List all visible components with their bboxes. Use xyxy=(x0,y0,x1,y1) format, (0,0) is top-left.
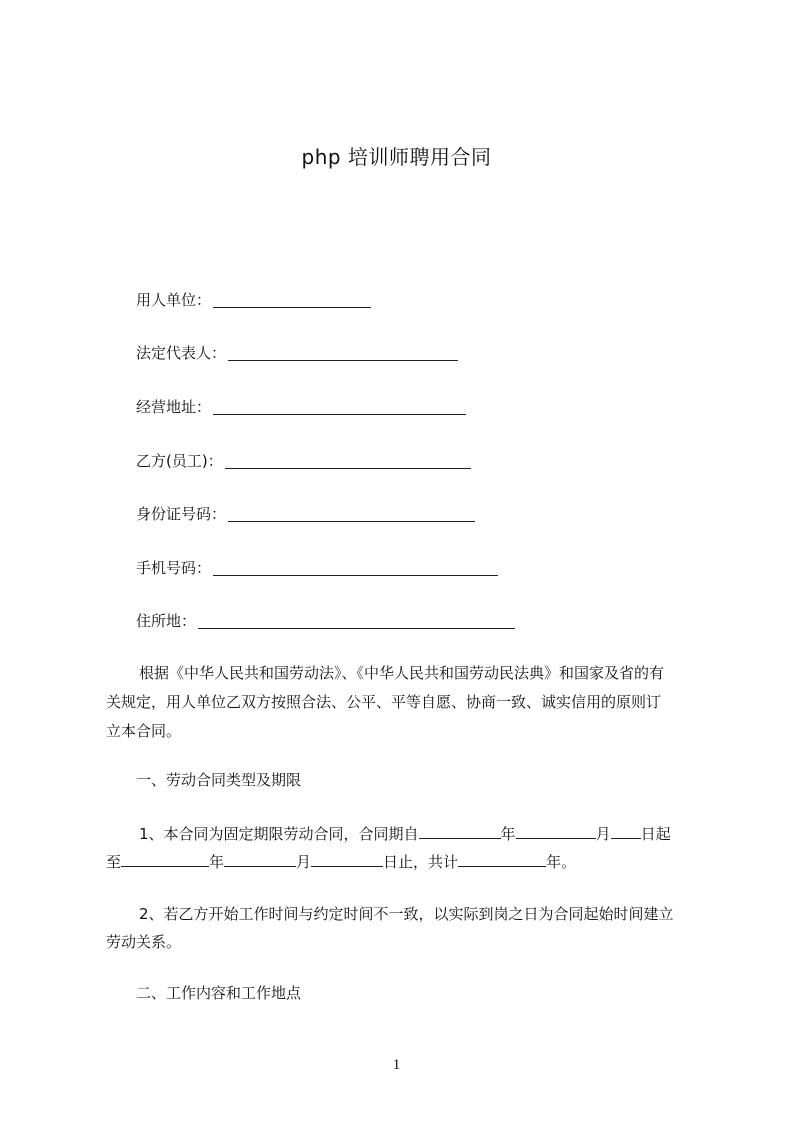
clause-1-end-month-label: 月 xyxy=(296,853,312,871)
start-month-blank xyxy=(516,820,596,839)
residence-blank xyxy=(198,610,515,629)
intro-line-1: 根据《中华人民共和国劳动法》、《中华人民共和国劳动民法典》和国家及省的有 xyxy=(139,664,665,682)
start-year-blank xyxy=(419,820,501,839)
legal-representative-field xyxy=(136,342,458,364)
clause-2-line-2: 劳动关系。 xyxy=(106,933,182,951)
employee-blank xyxy=(225,450,471,469)
clause-1-month-label: 月 xyxy=(595,825,611,843)
legal-representative-label: 法定代表人： xyxy=(136,344,227,362)
phone-field xyxy=(136,557,498,579)
clause-1-to-label: 至 xyxy=(106,853,122,871)
clause-1-end-label: 日止，共计 xyxy=(383,853,459,871)
section-1-heading: 一、劳动合同类型及期限 xyxy=(136,771,302,789)
section-2-heading: 二、工作内容和工作地点 xyxy=(136,984,302,1002)
phone-blank xyxy=(213,557,498,576)
intro-line-2: 关规定，用人单位乙双方按照合法、公平、平等自愿、协商一致、诚实信用的原则订 xyxy=(106,693,662,711)
id-number-blank xyxy=(228,503,475,522)
clause-2-line-1: 2、若乙方开始工作时间与约定时间不一致，以实际到岗之日为合同起始时间建立 xyxy=(139,905,674,923)
intro-line-3: 立本合同。 xyxy=(106,722,182,740)
legal-representative-blank xyxy=(228,342,458,361)
clause-1-day-label: 日起 xyxy=(640,825,671,843)
clause-1-year-label: 年 xyxy=(500,825,516,843)
business-address-field xyxy=(136,396,466,418)
business-address-label: 经营地址： xyxy=(136,398,212,416)
id-number-field xyxy=(136,503,475,525)
id-number-label: 身份证号码： xyxy=(136,505,227,523)
clause-1-prefix: 1、本合同为固定期限劳动合同，合同期自 xyxy=(139,825,419,843)
phone-label: 手机号码： xyxy=(136,559,212,577)
residence-label: 住所地： xyxy=(136,612,197,630)
business-address-blank xyxy=(213,396,466,415)
employer-label: 用人单位： xyxy=(136,291,212,309)
end-day-blank xyxy=(311,848,383,867)
end-year-blank xyxy=(121,848,209,867)
end-month-blank xyxy=(224,848,296,867)
employer-field xyxy=(136,289,371,311)
employee-field xyxy=(136,450,471,472)
employer-blank xyxy=(213,289,371,308)
residence-field xyxy=(136,610,515,632)
clause-1-total-label: 年。 xyxy=(546,853,577,871)
total-years-blank xyxy=(458,848,546,867)
clause-1-end-year-label: 年 xyxy=(209,853,225,871)
clause-1-line-2 xyxy=(106,848,576,877)
start-day-blank xyxy=(611,820,641,839)
clause-1-line-1 xyxy=(139,820,671,849)
employee-label: 乙方(员工)： xyxy=(136,452,223,470)
page-number: 1 xyxy=(392,1057,401,1073)
document-title: php 培训师聘用合同 xyxy=(301,145,492,169)
